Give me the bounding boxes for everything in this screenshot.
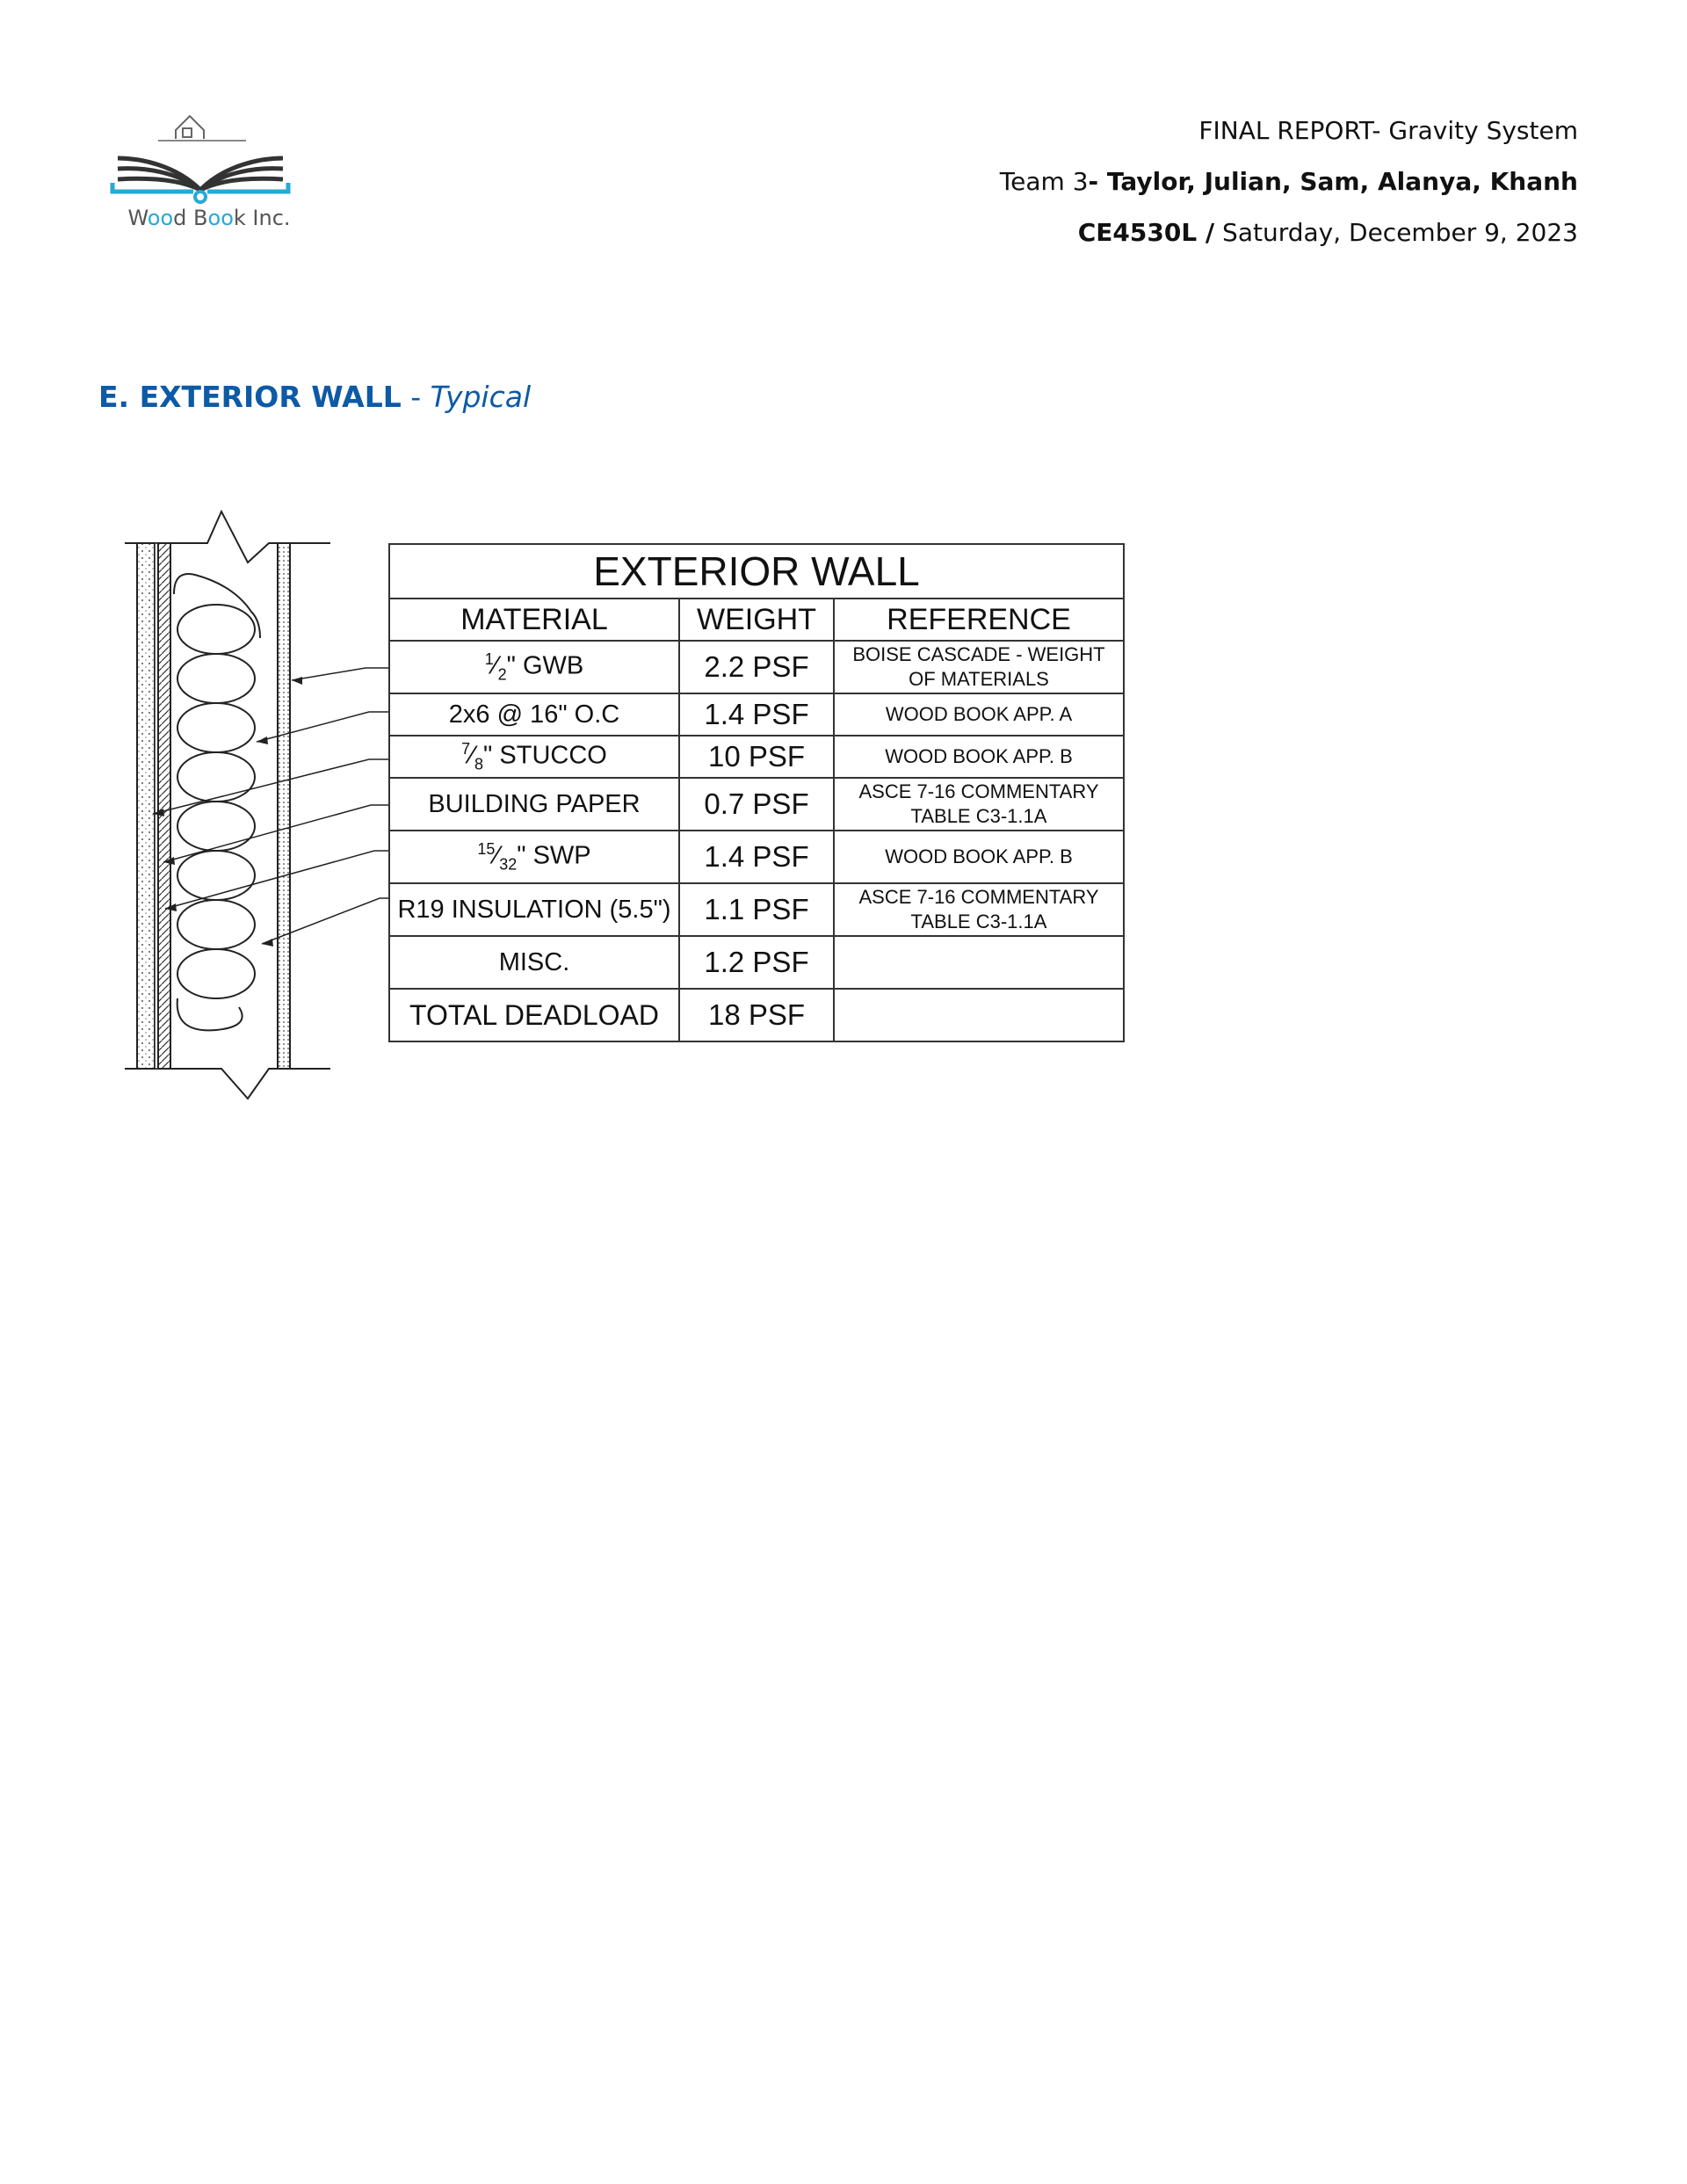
report-header <box>1000 105 1578 258</box>
table-row <box>389 641 1124 693</box>
reference-cell <box>834 936 1124 989</box>
column-header-material: MATERIAL <box>389 599 679 641</box>
material-cell: MISC. <box>389 936 679 989</box>
table-row <box>389 831 1124 883</box>
section-title: E. EXTERIOR WALL - Typical <box>98 380 532 414</box>
reference-cell: WOOD BOOK APP. B <box>834 831 1124 883</box>
reference-cell: ASCE 7-16 COMMENTARY TABLE C3-1.1A <box>834 883 1124 936</box>
table-row <box>389 989 1124 1041</box>
reference-cell <box>834 989 1124 1041</box>
weight-cell: 2.2 PSF <box>679 641 834 693</box>
table-title: EXTERIOR WALL <box>389 544 1124 599</box>
material-cell: $^1⁄_2$" GWB <box>389 641 679 693</box>
wall-section-detail <box>119 506 392 1104</box>
material-cell: BUILDING PAPER <box>389 778 679 831</box>
material-cell: TOTAL DEADLOAD <box>389 989 679 1041</box>
table-row <box>389 936 1124 989</box>
weight-cell: 1.2 PSF <box>679 936 834 989</box>
weight-cell: 18 PSF <box>679 989 834 1041</box>
reference-cell: WOOD BOOK APP. A <box>834 693 1124 736</box>
material-cell: $^{15}⁄_{32}$" SWP <box>389 831 679 883</box>
material-cell: R19 INSULATION (5.5") <box>389 883 679 936</box>
table-row <box>389 693 1124 736</box>
table-row <box>389 778 1124 831</box>
course-date-line: CE4530L / Saturday, December 9, 2023 <box>1077 218 1578 247</box>
team-line: Team 3- Taylor, Julian, Sam, Alanya, Khanh <box>999 167 1578 196</box>
material-cell: $^7⁄_8$" STUCCO <box>389 736 679 778</box>
material-cell: 2x6 @ 16" O.C <box>389 693 679 736</box>
weight-cell: 1.4 PSF <box>679 831 834 883</box>
table-row <box>389 736 1124 778</box>
logo-text: Wood Book Inc. <box>127 206 291 230</box>
reference-cell: ASCE 7-16 COMMENTARY TABLE C3-1.1A <box>834 778 1124 831</box>
book-house-icon <box>105 104 299 209</box>
reference-cell: BOISE CASCADE - WEIGHT OF MATERIALS <box>834 641 1124 693</box>
report-title: FINAL REPORT- Gravity System <box>1198 116 1578 145</box>
exterior-wall-table <box>388 543 1125 1042</box>
weight-cell: 10 PSF <box>679 736 834 778</box>
weight-cell: 0.7 PSF <box>679 778 834 831</box>
column-header-weight: WEIGHT <box>679 599 834 641</box>
weight-cell: 1.4 PSF <box>679 693 834 736</box>
company-logo <box>105 104 299 244</box>
weight-cell: 1.1 PSF <box>679 883 834 936</box>
reference-cell: WOOD BOOK APP. B <box>834 736 1124 778</box>
table-row <box>389 883 1124 936</box>
column-header-reference: REFERENCE <box>834 599 1124 641</box>
